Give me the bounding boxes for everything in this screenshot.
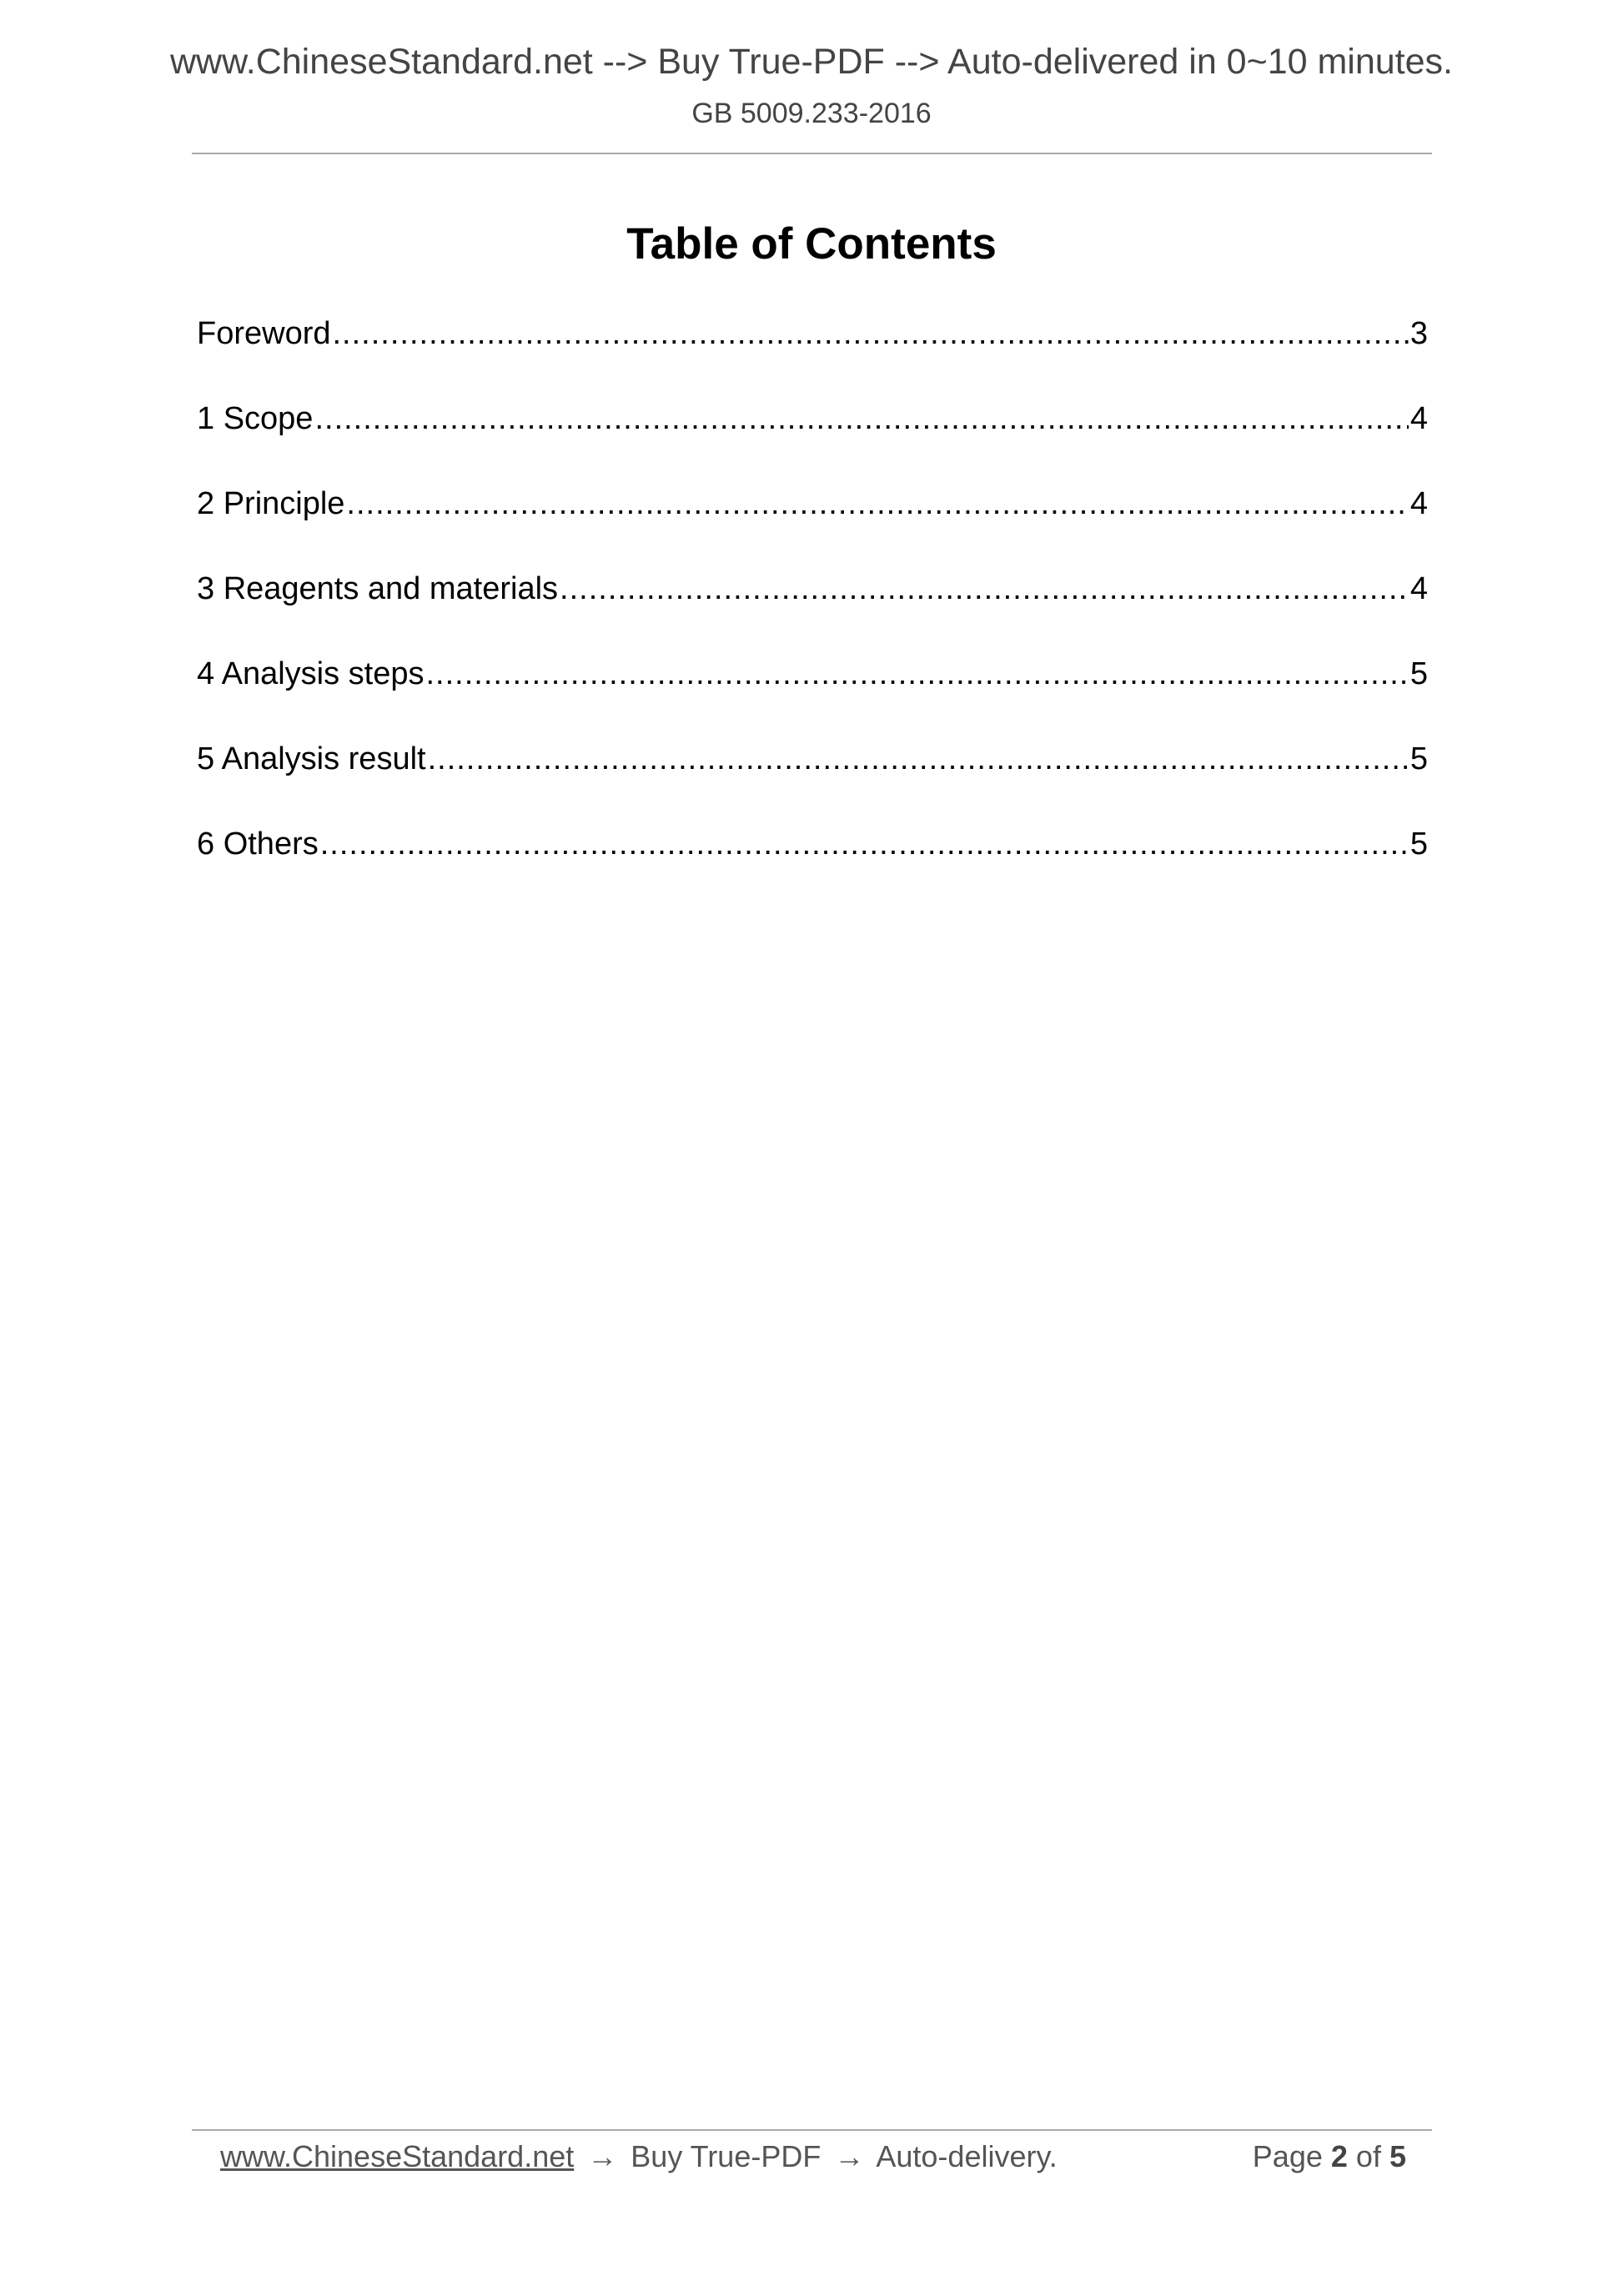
toc-entry-foreword[interactable] xyxy=(197,307,1428,392)
toc-entry-page: 4 xyxy=(1409,571,1428,606)
page-current: 2 xyxy=(1330,2139,1348,2173)
toc-entry-page: 4 xyxy=(1409,486,1428,521)
toc-entry-label: 3 Reagents and materials xyxy=(197,571,559,606)
dot-leader xyxy=(320,817,1409,871)
page-total: 5 xyxy=(1389,2139,1406,2173)
toc-entry-analysis-result[interactable] xyxy=(197,732,1428,817)
toc-entry-label: 1 Scope xyxy=(197,401,314,436)
page-of-label: of xyxy=(1355,2139,1381,2173)
toc-entry-scope[interactable] xyxy=(197,392,1428,477)
toc-entry-principle[interactable] xyxy=(197,477,1428,562)
arrow-right-icon: → xyxy=(587,2139,618,2173)
toc-entry-reagents-and-materials[interactable] xyxy=(197,562,1428,647)
standard-code: GB 5009.233-2016 xyxy=(691,98,932,129)
toc-entry-label: 6 Others xyxy=(197,826,319,862)
website-link[interactable]: www.ChineseStandard.net xyxy=(220,2139,575,2173)
table-of-contents xyxy=(197,307,1428,902)
toc-entry-page: 3 xyxy=(1409,316,1428,351)
toc-entry-label: 2 Principle xyxy=(197,486,345,521)
toc-entry-page: 4 xyxy=(1409,401,1428,436)
page-title: Table of Contents xyxy=(626,219,997,269)
toc-entry-label: 4 Analysis steps xyxy=(197,656,425,691)
toc-entry-others[interactable] xyxy=(197,817,1428,902)
header-divider xyxy=(192,153,1432,154)
dot-leader xyxy=(428,732,1409,786)
toc-entry-label: Foreword xyxy=(197,316,331,351)
dot-leader xyxy=(333,307,1409,360)
dot-leader xyxy=(560,562,1409,615)
footer-promo xyxy=(220,2133,1058,2180)
arrow-right-icon: → xyxy=(834,2139,865,2173)
toc-entry-page: 5 xyxy=(1409,741,1428,776)
dot-leader xyxy=(314,392,1408,445)
footer-step-delivery: Auto-delivery. xyxy=(876,2139,1058,2173)
toc-entry-analysis-steps[interactable] xyxy=(197,647,1428,732)
dot-leader xyxy=(346,477,1408,530)
footer-step-buy: Buy True-PDF xyxy=(631,2139,822,2173)
header-banner: www.ChineseStandard.net --> Buy True-PDF --> Auto-delivered in 0~10 minutes. xyxy=(169,42,1453,82)
toc-entry-page: 5 xyxy=(1409,826,1428,862)
page-label: Page xyxy=(1252,2139,1323,2173)
footer-divider xyxy=(192,2129,1432,2131)
page-indicator xyxy=(1253,2133,1406,2180)
toc-entry-page: 5 xyxy=(1409,656,1428,691)
toc-entry-label: 5 Analysis result xyxy=(197,741,426,776)
dot-leader xyxy=(425,647,1408,701)
